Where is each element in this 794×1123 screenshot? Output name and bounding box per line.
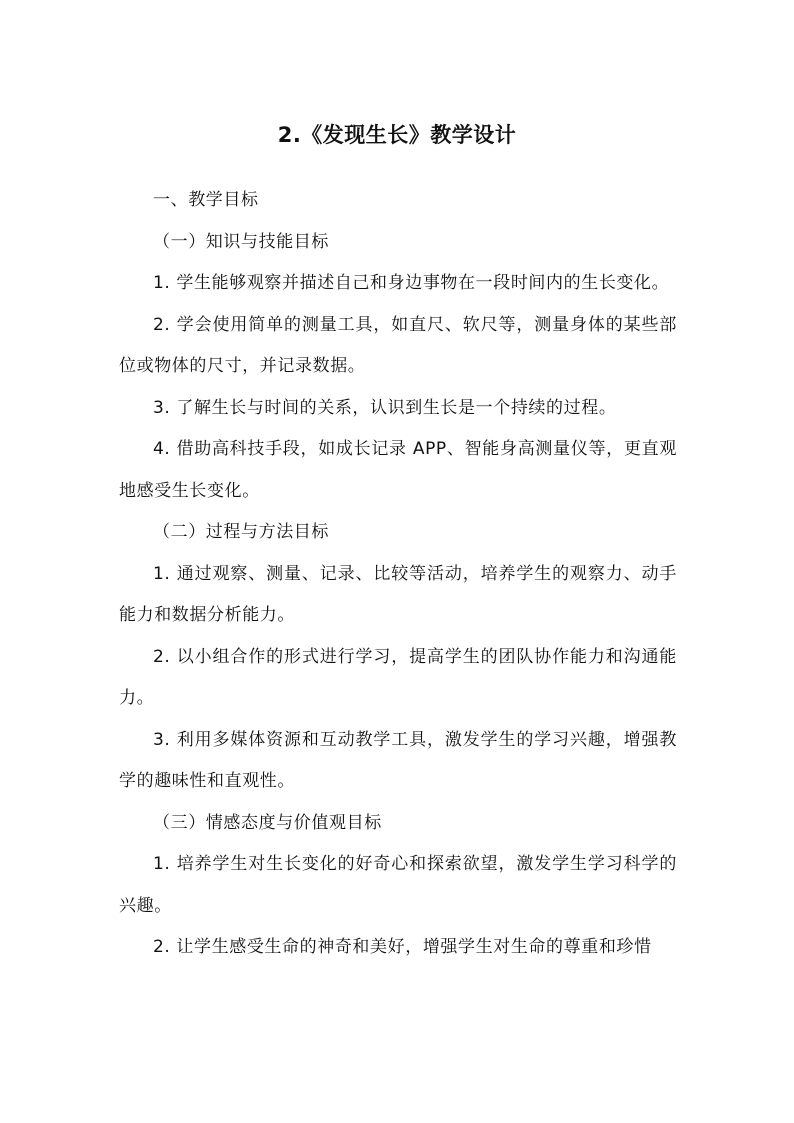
paragraph: 4. 借助高科技手段，如成长记录 APP、智能身高测量仪等，更直观地感受生长变化。: [119, 439, 677, 501]
subheading-knowledge-skills: （一）知识与技能目标: [153, 231, 329, 252]
paragraph: 1. 通过观察、测量、记录、比较等活动，培养学生的观察力、动手能力和数据分析能力。: [119, 563, 677, 625]
section-heading-teaching-goals: 一、教学目标: [153, 190, 259, 210]
document-title: 2.《发现生长》教学设计: [277, 123, 517, 147]
subheading-emotion-values: （三）情感态度与价值观目标: [153, 812, 382, 833]
paragraph: 3. 了解生长与时间的关系，认识到生长是一个持续的过程。: [153, 397, 617, 418]
paragraph: 3. 利用多媒体资源和互动教学工具，激发学生的学习兴趣，增强教学的趣味性和直观性。: [119, 729, 677, 791]
paragraph: 2. 学会使用简单的测量工具，如直尺、软尺等，测量身体的某些部位或物体的尺寸，并记录数据。: [119, 314, 677, 376]
paragraph: 1. 学生能够观察并描述自己和身边事物在一段时间内的生长变化。: [153, 273, 670, 293]
paragraph: 2. 以小组合作的形式进行学习，提高学生的团队协作能力和沟通能力。: [119, 646, 677, 708]
paragraph: 2. 让学生感受生命的神奇和美好，增强学生对生命的尊重和珍惜: [153, 937, 652, 957]
paragraph: 1. 培养学生对生长变化的好奇心和探索欲望，激发学生学习科学的兴趣。: [119, 854, 677, 916]
document-body: [119, 180, 677, 969]
subheading-process-methods: （二）过程与方法目标: [153, 522, 329, 542]
